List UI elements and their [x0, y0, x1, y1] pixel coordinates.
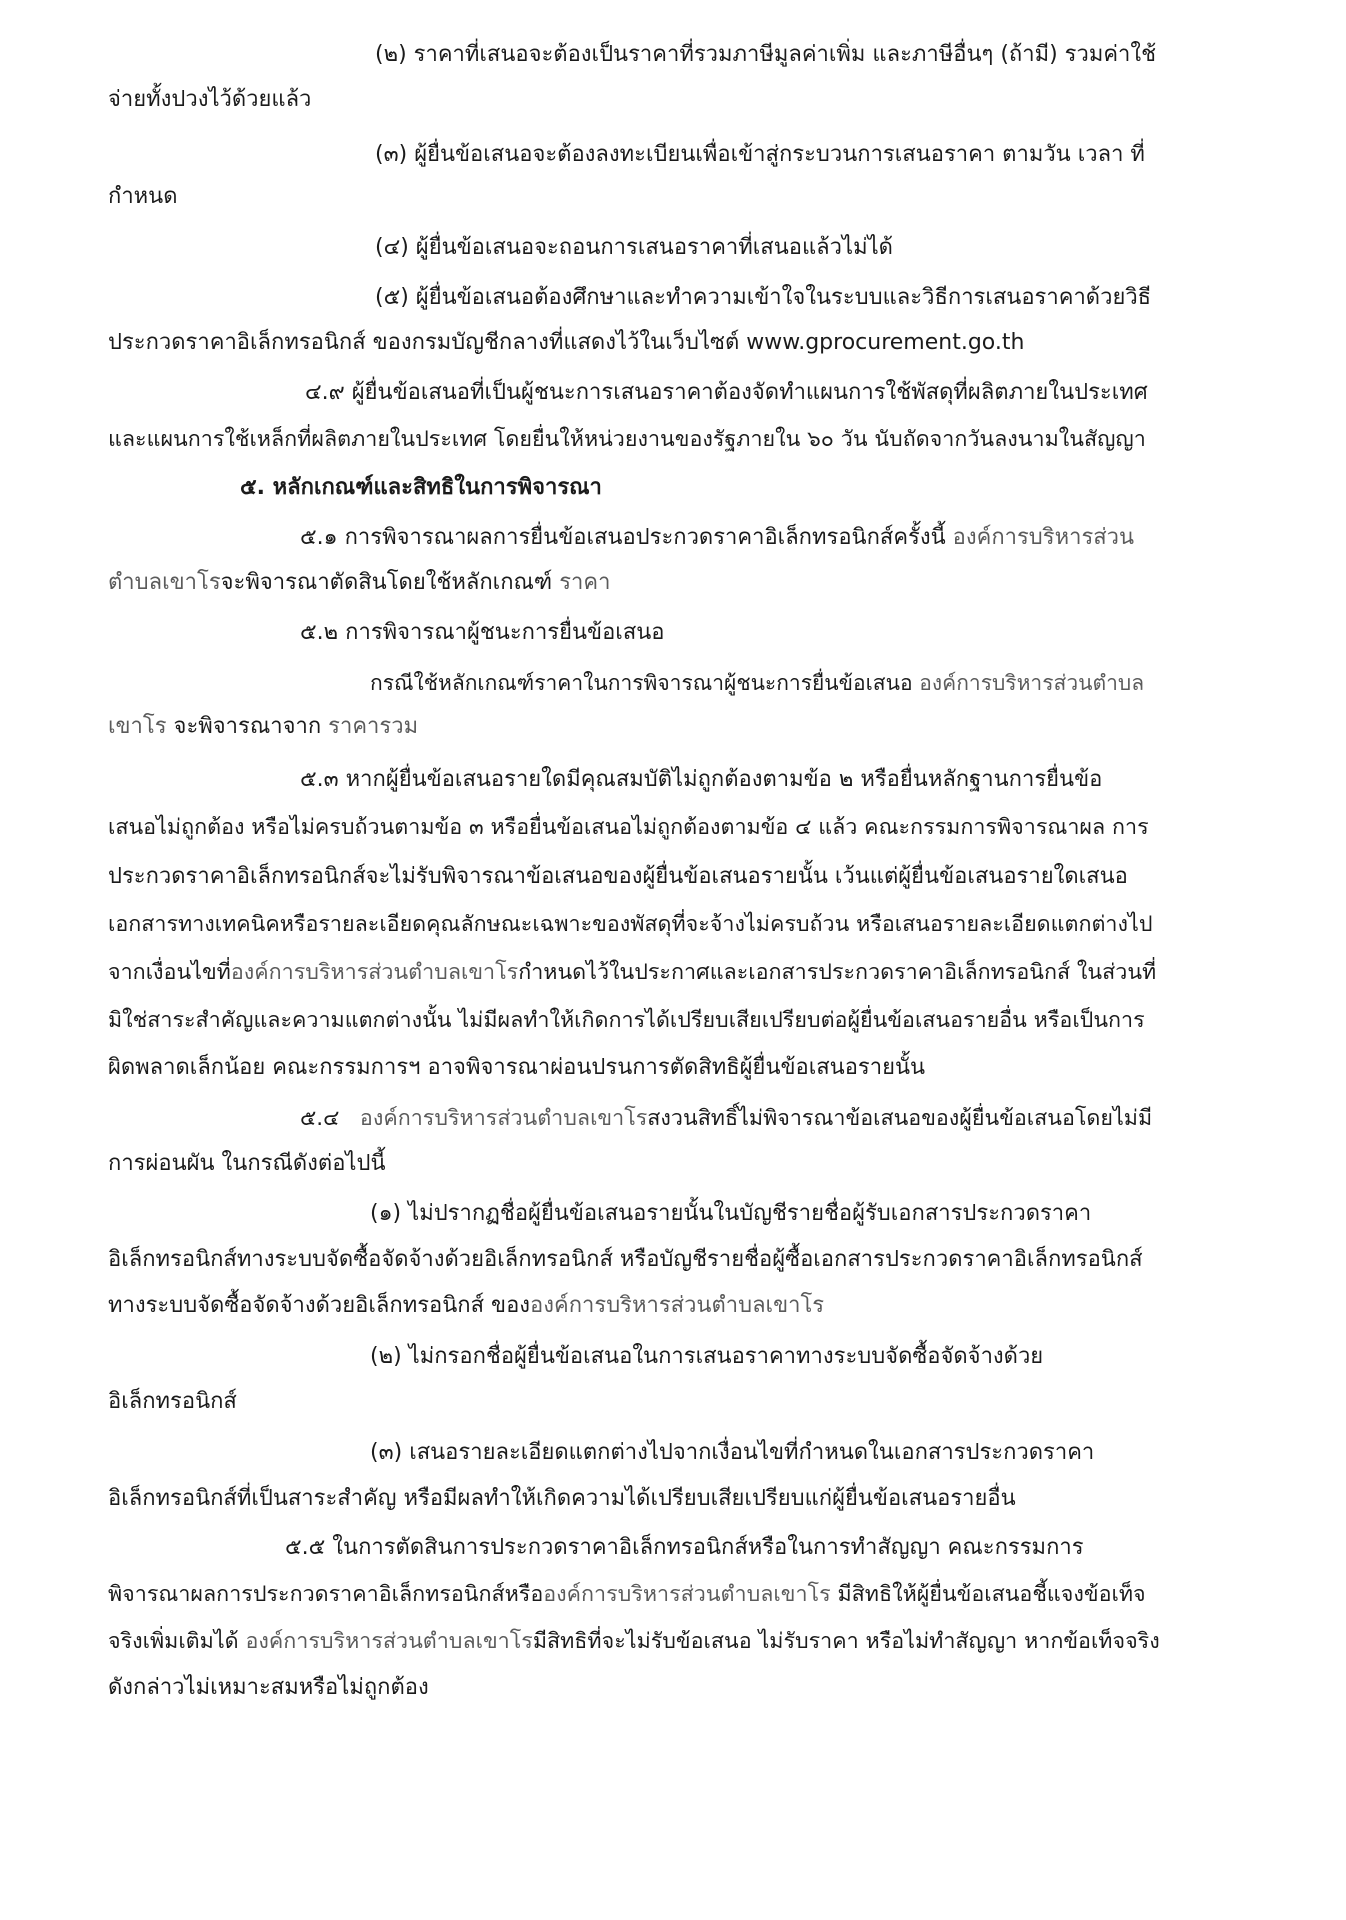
clause-4-8-5-cont: ประกวดราคาอิเล็กทรอนิกส์ ของกรมบัญชีกลางที่แสดงไว้ในเว็บไซต์ www.gprocurement.go.th [108, 330, 1025, 355]
clause-5-2-cont [108, 712, 418, 742]
clause-5-2-body-text: กรณีใช้หลักเกณฑ์ราคาในการพิจารณาผู้ชนะการยื่นข้อเสนอ [370, 671, 913, 695]
org-name: องค์การบริหารส่วน [952, 525, 1135, 550]
clause-4-9: ๔.๙ ผู้ยื่นข้อเสนอที่เป็นผู้ชนะการเสนอราคาต้องจัดทำแผนการใช้พัสดุที่ผลิตภายในประเทศ [305, 380, 1148, 405]
clause-4-8-3-cont: กำหนด [108, 184, 178, 209]
clause-5-3-line-5-text-a: จากเงื่อนไขที่ [108, 960, 231, 985]
clause-5-5-line-3 [108, 1627, 1160, 1657]
clause-5-5-line-3-text-b: มีสิทธิที่จะไม่รับข้อเสนอ ไม่รับราคา หรือไม่ทำสัญญา หากข้อเท็จจริง [532, 1629, 1160, 1654]
clause-5-5-line-4: ดังกล่าวไม่เหมาะสมหรือไม่ถูกต้อง [108, 1675, 429, 1700]
clause-4-8-2-cont: จ่ายทั้งปวงไว้ด้วยแล้ว [108, 87, 312, 112]
clause-5-3-line-5 [108, 958, 1156, 988]
org-name: เขาโร [108, 714, 167, 739]
org-name: องค์การบริหารส่วนตำบลเขาโร [543, 1582, 831, 1607]
org-name: องค์การบริหารส่วนตำบลเขาโร [230, 960, 519, 985]
clause-5-2-body [370, 668, 1144, 698]
clause-5-4-1-line-3-text: ทางระบบจัดซื้อจัดจ้างด้วยอิเล็กทรอนิกส์ ของ [108, 1293, 531, 1318]
clause-4-8-5: (๕) ผู้ยื่นข้อเสนอต้องศึกษาและทำความเข้าใจในระบบและวิธีการเสนอราคาด้วยวิธี [375, 285, 1152, 310]
clause-5-2-consider-text: จะพิจารณาจาก [173, 714, 322, 739]
clause-5-3-line-3: ประกวดราคาอิเล็กทรอนิกส์จะไม่รับพิจารณาข้อเสนอของผู้ยื่นข้อเสนอรายนั้น เว้นแต่ผู้ยื่นข้อเสนอรายใดเสนอ [108, 864, 1128, 889]
clause-5-4-2: (๒) ไม่กรอกชื่อผู้ยื่นข้อเสนอในการเสนอราคาทางระบบจัดซื้อจัดจ้างด้วย [370, 1344, 1044, 1369]
clause-5-4-3: (๓) เสนอรายละเอียดแตกต่างไปจากเงื่อนไขที่กำหนดในเอกสารประกวดราคา [370, 1440, 1095, 1465]
org-name: องค์การบริหารส่วนตำบลเขาโร [359, 1106, 648, 1131]
clause-4-8-3: (๓) ผู้ยื่นข้อเสนอจะต้องลงทะเบียนเพื่อเข้าสู่กระบวนการเสนอราคา ตามวัน เวลา ที่ [375, 142, 1145, 167]
section-5-heading: ๕. หลักเกณฑ์และสิทธิในการพิจารณา [240, 475, 602, 500]
org-name: องค์การบริหารส่วนตำบลเขาโร [245, 1629, 533, 1654]
clause-5-3-line-5-text-b: กำหนดไว้ในประกาศและเอกสารประกวดราคาอิเล็กทรอนิกส์ ในส่วนที่ [518, 960, 1157, 985]
clause-5-4-number: ๕.๔ [300, 1106, 340, 1131]
clause-5-4-cont: การผ่อนผัน ในกรณีดังต่อไปนี้ [108, 1151, 386, 1176]
clause-4-9-cont: และแผนการใช้เหล็กที่ผลิตภายในประเทศ โดยยื่นให้หน่วยงานของรัฐภายใน ๖๐ วัน นับถัดจากวันลงนามในสัญญา [108, 427, 1146, 452]
clause-5-3: ๕.๓ หากผู้ยื่นข้อเสนอรายใดมีคุณสมบัติไม่ถูกต้องตามข้อ ๒ หรือยื่นหลักฐานการยื่นข้อ [300, 767, 1103, 792]
clause-5-3-line-7: ผิดพลาดเล็กน้อย คณะกรรมการฯ อาจพิจารณาผ่อนปรนการตัดสิทธิผู้ยื่นข้อเสนอรายนั้น [108, 1055, 926, 1080]
clause-5-5-line-2-text-a: พิจารณาผลการประกวดราคาอิเล็กทรอนิกส์หรือ [108, 1582, 544, 1607]
clause-4-8-2: (๒) ราคาที่เสนอจะต้องเป็นราคาที่รวมภาษีมูลค่าเพิ่ม และภาษีอื่นๆ (ถ้ามี) รวมค่าใช้ [375, 42, 1157, 67]
clause-5-1-cont [108, 568, 610, 598]
clause-5-1 [300, 523, 1134, 553]
clause-5-4-2-cont: อิเล็กทรอนิกส์ [108, 1389, 237, 1414]
clause-4-8-4: (๔) ผู้ยื่นข้อเสนอจะถอนการเสนอราคาที่เสนอแล้วไม่ได้ [375, 235, 893, 260]
org-name: องค์การบริหารส่วนตำบลเขาโร [530, 1293, 825, 1318]
clause-5-5-line-2-text-b: มีสิทธิให้ผู้ยื่นข้อเสนอชี้แจงข้อเท็จ [837, 1582, 1146, 1607]
clause-5-1-criteria-text: จะพิจารณาตัดสินโดยใช้หลักเกณฑ์ [220, 570, 553, 595]
clause-5-4-3-cont: อิเล็กทรอนิกส์ที่เป็นสาระสำคัญ หรือมีผลทำให้เกิดความได้เปรียบเสียเปรียบแก่ผู้ยื่นข้อเสนอรายอื่น [108, 1486, 1016, 1511]
clause-5-1-text: ๕.๑ การพิจารณาผลการยื่นข้อเสนอประกวดราคาอิเล็กทรอนิกส์ครั้งนี้ [300, 525, 946, 550]
clause-5-3-line-6: มิใช่สาระสำคัญและความแตกต่างนั้น ไม่มีผลทำให้เกิดการได้เปรียบเสียเปรียบต่อผู้ยื่นข้อเสนอรายอื่น หรือเป็นการ [108, 1008, 1145, 1033]
clause-5-4-1-line-2: อิเล็กทรอนิกส์ทางระบบจัดซื้อจัดจ้างด้วยอิเล็กทรอนิกส์ หรือบัญชีรายชื่อผู้ซื้อเอกสารประกวดราคาอิเล็กทรอนิกส์ [108, 1247, 1143, 1272]
criteria-value: ราคา [559, 570, 611, 595]
clause-5-4-1-line-3 [108, 1291, 824, 1321]
clause-5-5-line-2 [108, 1580, 1146, 1610]
clause-5-2: ๕.๒ การพิจารณาผู้ชนะการยื่นข้อเสนอ [300, 620, 665, 645]
clause-5-5: ๕.๕ ในการตัดสินการประกวดราคาอิเล็กทรอนิกส์หรือในการทำสัญญา คณะกรรมการ [285, 1535, 1084, 1560]
clause-5-4 [300, 1104, 1152, 1134]
clause-5-4-1: (๑) ไม่ปรากฏชื่อผู้ยื่นข้อเสนอรายนั้นในบัญชีรายชื่อผู้รับเอกสารประกวดราคา [370, 1201, 1092, 1226]
clause-5-3-line-4: เอกสารทางเทคนิคหรือรายละเอียดคุณลักษณะเฉพาะของพัสดุที่จะจ้างไม่ครบถ้วน หรือเสนอรายละเอียดแตกต่างไป [108, 912, 1153, 937]
clause-5-4-text: สงวนสิทธิ์ไม่พิจารณาข้อเสนอของผู้ยื่นข้อเสนอโดยไม่มี [647, 1106, 1153, 1131]
clause-5-3-line-2: เสนอไม่ถูกต้อง หรือไม่ครบถ้วนตามข้อ ๓ หรือยื่นข้อเสนอไม่ถูกต้องตามข้อ ๔ แล้ว คณะกรรมการพิจารณาผล การ [108, 815, 1149, 840]
org-name: องค์การบริหารส่วนตำบล [919, 671, 1145, 695]
clause-5-5-line-3-text-a: จริงเพิ่มเติมได้ [108, 1629, 239, 1654]
org-name: ตำบลเขาโร [108, 570, 221, 595]
consider-value: ราคารวม [328, 714, 419, 739]
